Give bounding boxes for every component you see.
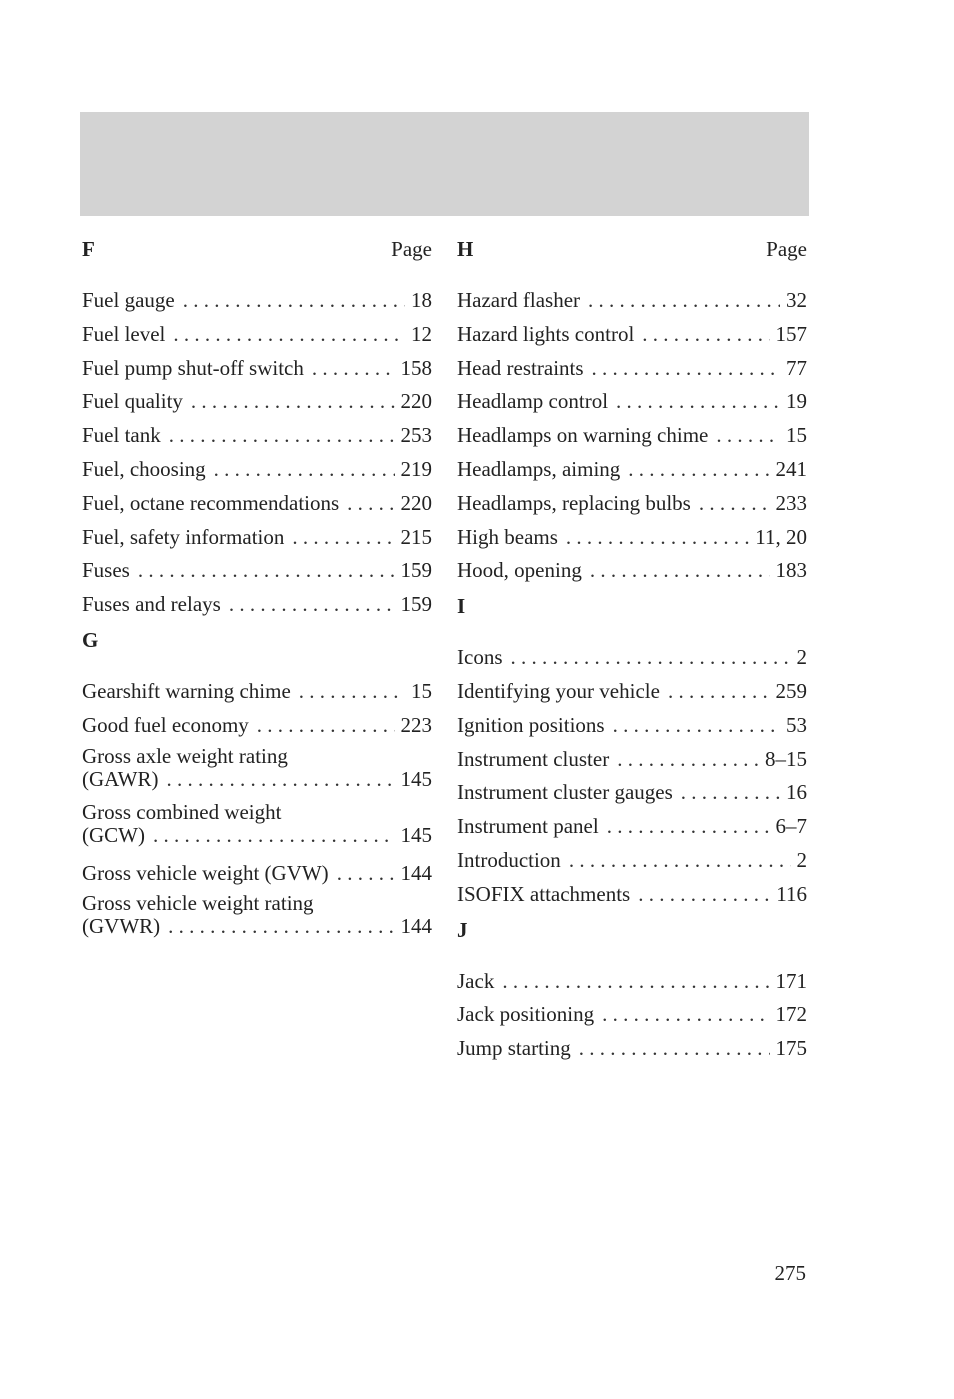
entry-title: Gross combined weight — [82, 799, 282, 824]
entry-page: 223 — [400, 712, 432, 737]
entry-page: 53 — [786, 712, 807, 737]
entry-title: Headlamp control — [457, 389, 609, 414]
entry-page: 144 — [400, 914, 432, 939]
entry-page: 175 — [775, 1036, 807, 1061]
entry-title-cont: (GAWR) — [82, 766, 159, 791]
entry-title: Instrument panel — [457, 814, 599, 839]
entry-page: 8–15 — [765, 746, 807, 771]
index-entry — [457, 352, 807, 386]
index-entry — [457, 318, 807, 352]
entry-title-cont: (GVWR) — [82, 914, 161, 939]
section-letter-j: J — [457, 917, 468, 942]
entry-title: Fuel, octane recommendations — [82, 490, 340, 515]
entry-title: Hood, opening — [457, 558, 582, 583]
entry-page: 77 — [786, 355, 807, 380]
entry-title: Gearshift warning chime — [82, 678, 291, 703]
entry-page: 19 — [786, 389, 807, 414]
index-entry — [457, 675, 807, 709]
entry-page: 171 — [775, 968, 807, 993]
index-entry — [457, 419, 807, 453]
entry-title: Identifying your vehicle — [457, 678, 660, 703]
entry-title: Headlamps on warning chime — [457, 423, 709, 448]
index-entry — [82, 419, 432, 453]
entry-page: 2 — [796, 847, 807, 872]
index-entry — [457, 810, 807, 844]
index-entry — [82, 588, 432, 622]
entry-title: ISOFIX attachments — [457, 881, 631, 906]
entry-page: 157 — [775, 321, 807, 346]
index-entry — [82, 284, 432, 318]
entry-title: Hazard lights control — [457, 321, 635, 346]
index-entry — [82, 745, 432, 791]
index-entry — [457, 776, 807, 810]
index-entry — [82, 352, 432, 386]
entry-page: 15 — [786, 423, 807, 448]
entry-page: 11, 20 — [755, 524, 807, 549]
entry-title: Fuel pump shut-off switch — [82, 355, 304, 380]
entry-page: 6–7 — [775, 814, 807, 839]
entry-title: Fuses — [82, 558, 130, 583]
entry-page: 172 — [775, 1002, 807, 1027]
page-column-label: Page — [766, 237, 807, 261]
index-entry — [457, 385, 807, 419]
entry-page: 145 — [400, 766, 432, 791]
header-band — [80, 112, 809, 216]
index-entry — [457, 554, 807, 588]
entry-title: Headlamps, aiming — [457, 456, 621, 481]
entry-page: 144 — [400, 860, 432, 885]
entry-page: 159 — [400, 592, 432, 617]
section-header-f — [82, 234, 432, 264]
entry-page: 159 — [400, 558, 432, 583]
entry-page: 158 — [400, 355, 432, 380]
entry-title: Fuel gauge — [82, 288, 175, 312]
entry-title: Instrument cluster — [457, 746, 610, 771]
index-entry — [457, 284, 807, 318]
entry-title: High beams — [457, 524, 558, 549]
entry-title: Hazard flasher — [457, 288, 581, 312]
entry-page: 233 — [775, 490, 807, 515]
index-entry — [457, 709, 807, 743]
index-entry — [457, 641, 807, 675]
entry-title: Fuel quality — [82, 389, 183, 414]
entry-page: 145 — [400, 822, 432, 847]
index-entry — [457, 743, 807, 777]
entry-title: Headlamps, replacing bulbs — [457, 490, 691, 515]
section-letter: H — [457, 237, 474, 261]
entry-title: Fuel tank — [82, 423, 161, 448]
index-entry — [457, 998, 807, 1032]
entry-page: 16 — [786, 780, 807, 805]
page-number: 275 — [774, 1261, 806, 1285]
entry-title-cont: (GCW) — [82, 822, 145, 847]
entry-page: 15 — [411, 678, 432, 703]
index-entry — [82, 487, 432, 521]
entry-page: 259 — [775, 678, 807, 703]
section-letter-i: I — [457, 594, 466, 619]
entry-page: 116 — [776, 881, 807, 906]
section-letter-g: G — [82, 627, 99, 652]
entry-title: Head restraints — [457, 355, 584, 380]
index-entry — [82, 709, 432, 743]
index-entry — [82, 453, 432, 487]
index-entry — [457, 487, 807, 521]
entry-title: Jump starting — [457, 1036, 571, 1061]
entry-page: 215 — [400, 524, 432, 549]
entry-title: Fuel level — [82, 321, 166, 346]
page-column-label: Page — [391, 237, 432, 261]
index-entry — [457, 965, 807, 999]
entry-title: Icons — [457, 645, 503, 670]
entry-title: Fuel, choosing — [82, 456, 206, 481]
index-entry — [82, 554, 432, 588]
index-column-left — [82, 234, 432, 948]
entry-title: Jack positioning — [457, 1002, 595, 1027]
index-entry — [82, 801, 432, 847]
index-entry — [457, 1032, 807, 1066]
entry-page: 220 — [400, 389, 432, 414]
entry-page: 219 — [400, 456, 432, 481]
entry-title: Gross vehicle weight (GVW) — [82, 860, 329, 885]
entry-page: 241 — [775, 456, 807, 481]
index-entry — [457, 878, 807, 912]
index-entry — [82, 892, 432, 938]
entry-page: 220 — [400, 490, 432, 515]
entry-title: Introduction — [457, 847, 561, 872]
entry-title: Gross axle weight rating — [82, 743, 288, 768]
entry-title: Gross vehicle weight rating — [82, 891, 314, 916]
index-entry — [82, 318, 432, 352]
section-header-h — [457, 234, 807, 264]
entry-title: Ignition positions — [457, 712, 605, 737]
index-entry — [82, 857, 432, 891]
entry-title: Jack — [457, 968, 495, 993]
entry-page: 2 — [796, 645, 807, 670]
index-entry — [82, 385, 432, 419]
entry-title: Good fuel economy — [82, 712, 249, 737]
entry-page: 18 — [411, 288, 432, 312]
section-letter: F — [82, 237, 95, 261]
entry-page: 32 — [786, 288, 807, 312]
entry-page: 253 — [400, 423, 432, 448]
entry-title: Fuses and relays — [82, 592, 221, 617]
index-entry — [82, 675, 432, 709]
entry-page: 12 — [411, 321, 432, 346]
index-entry — [457, 453, 807, 487]
entry-title: Instrument cluster gauges — [457, 780, 673, 805]
index-entry — [457, 521, 807, 555]
index-column-right — [457, 234, 807, 1066]
index-entry — [82, 521, 432, 555]
entry-title: Fuel, safety information — [82, 524, 285, 549]
index-entry — [457, 844, 807, 878]
entry-page: 183 — [775, 558, 807, 583]
